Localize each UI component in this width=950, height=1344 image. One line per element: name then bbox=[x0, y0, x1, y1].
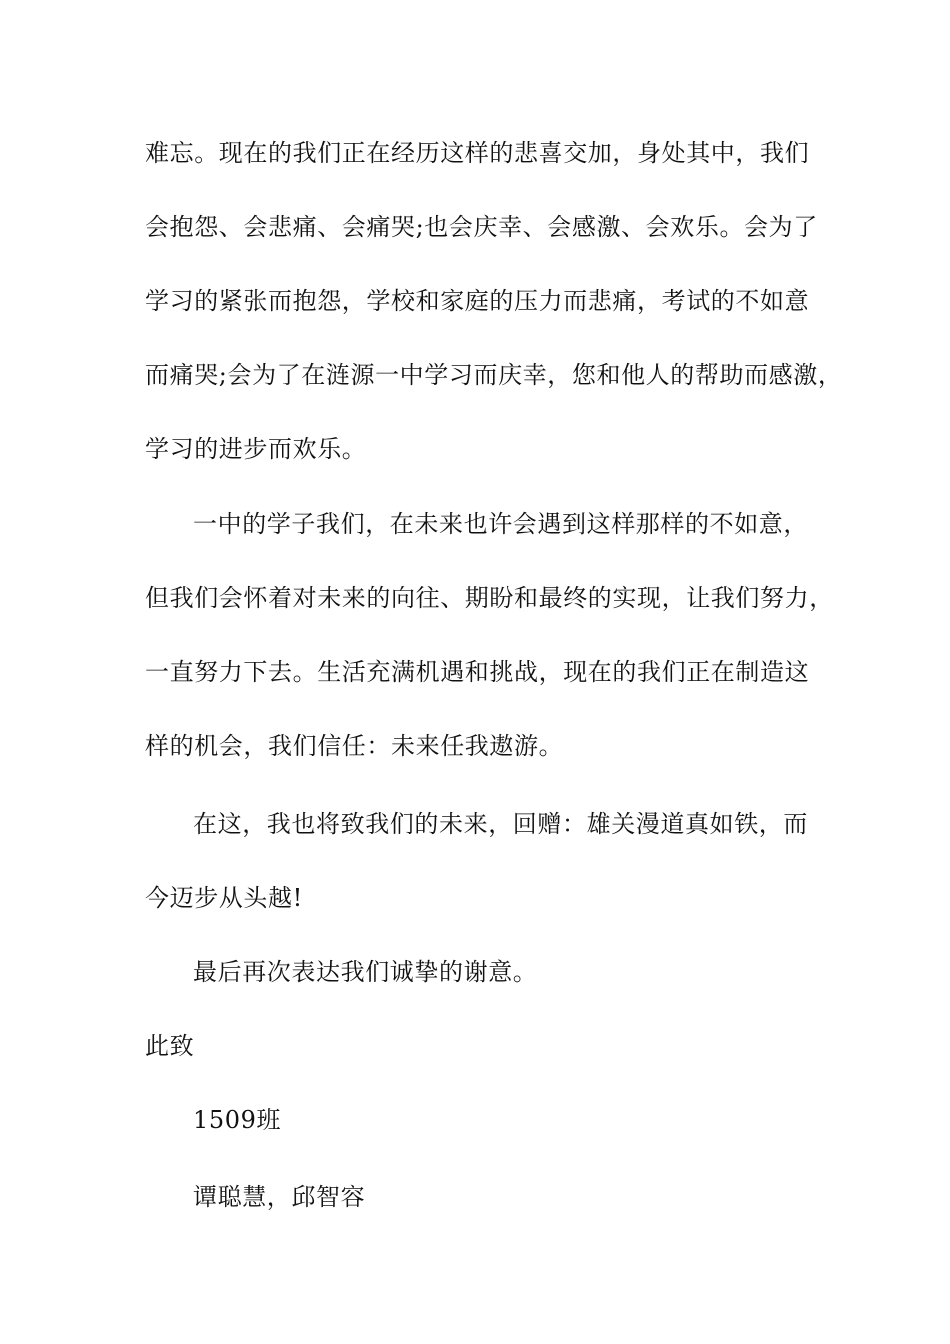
paragraph-line: 一直努力下去。生活充满机遇和挑战，现在的我们正在制造这 bbox=[145, 658, 810, 686]
paragraph-line: 样的机会，我们信任：未来任我遨游。 bbox=[145, 732, 564, 760]
class-signature: 1509班 bbox=[193, 1106, 282, 1134]
paragraph-line: 但我们会怀着对未来的向往、期盼和最终的实现，让我们努力， bbox=[145, 584, 834, 612]
closing-line: 最后再次表达我们诚挚的谢意。 bbox=[193, 958, 538, 986]
salutation: 此致 bbox=[145, 1032, 195, 1060]
paragraph-line: 而痛哭;会为了在涟源一中学习而庆幸，您和他人的帮助而感激， bbox=[145, 361, 843, 389]
paragraph-line: 在这，我也将致我们的未来，回赠：雄关漫道真如铁，而 bbox=[193, 810, 808, 838]
paragraph-line: 学习的紧张而抱怨，学校和家庭的压力而悲痛，考试的不如意 bbox=[145, 287, 810, 315]
paragraph-line: 一中的学子我们，在未来也许会遇到这样那样的不如意， bbox=[193, 510, 808, 538]
paragraph-line: 今迈步从头越! bbox=[145, 884, 303, 912]
paragraph-line: 会抱怨、会悲痛、会痛哭;也会庆幸、会感激、会欢乐。会为了 bbox=[145, 213, 818, 241]
author-signature: 谭聪慧，邱智容 bbox=[193, 1183, 366, 1211]
paragraph-line: 学习的进步而欢乐。 bbox=[145, 435, 367, 463]
paragraph-line: 难忘。现在的我们正在经历这样的悲喜交加，身处其中，我们 bbox=[145, 139, 810, 167]
